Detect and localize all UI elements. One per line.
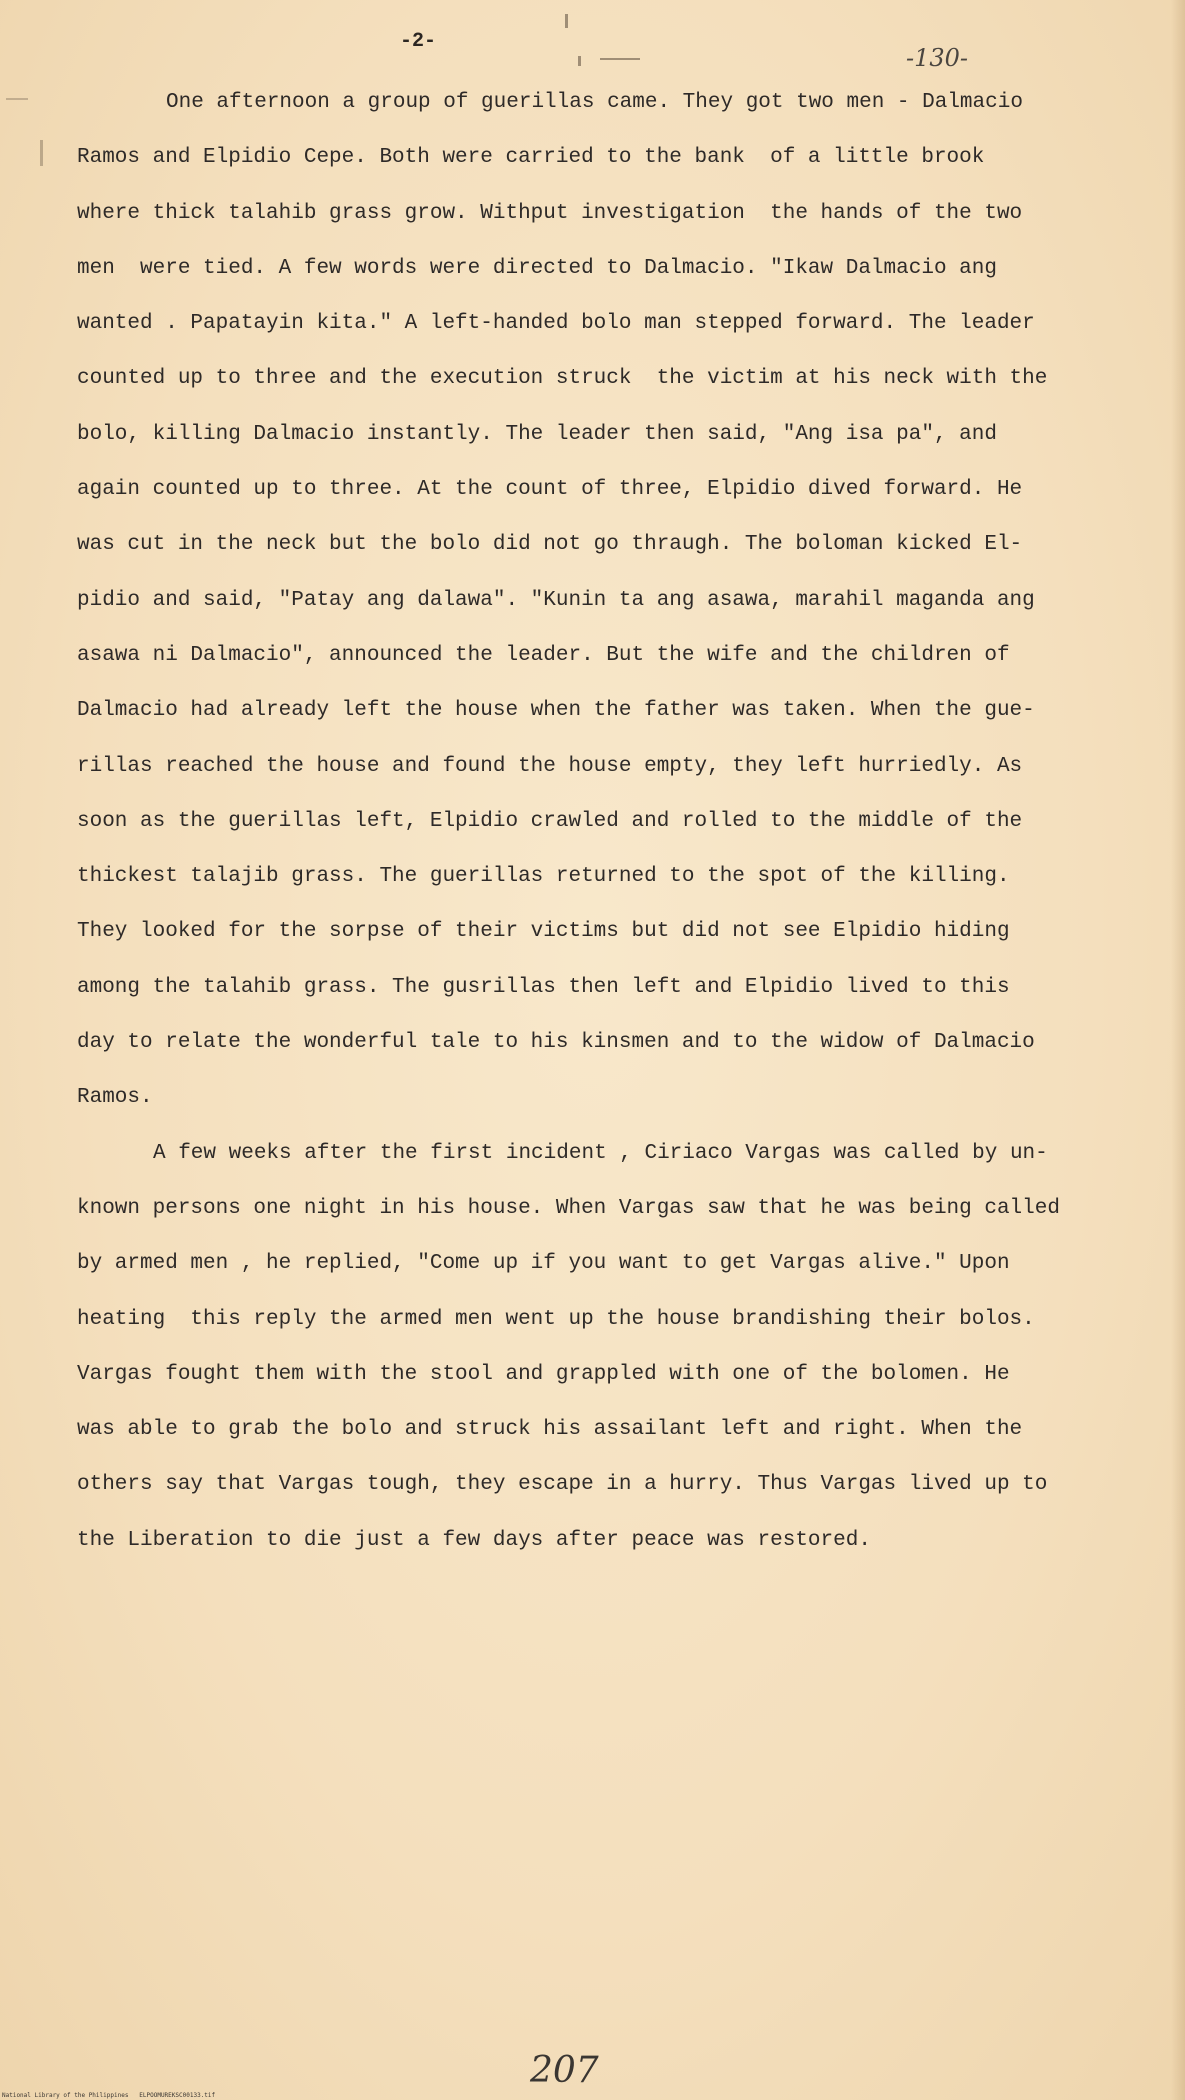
page-number: -2- <box>400 30 437 53</box>
text-line: others say that Vargas tough, they escape in a hurry. Thus Vargas lived up to <box>77 1473 1048 1497</box>
text-line: asawa ni Dalmacio", announced the leader. But the wife and the children of <box>77 643 1010 667</box>
folio-number: 207 <box>530 2050 599 2091</box>
ink-mark <box>578 56 581 66</box>
ink-mark <box>6 98 28 100</box>
text-line: soon as the guerillas left, Elpidio crawled and rolled to the middle of the <box>77 809 1023 833</box>
text-line: heating this reply the armed men went up the house brandishing their bolos. <box>77 1307 1035 1331</box>
text-line: thickest talajib grass. The guerillas returned to the spot of the killing. <box>77 865 1010 889</box>
text-line: counted up to three and the execution struck the victim at his neck with the <box>77 367 1048 391</box>
archive-number: -130- <box>906 44 969 72</box>
text-line: Ramos. <box>77 1086 153 1110</box>
text-line: bolo, killing Dalmacio instantly. The leader then said, "Ang isa pa", and <box>77 422 997 446</box>
text-line: Dalmacio had already left the house when the father was taken. When the gue- <box>77 699 1035 723</box>
text-line: among the talahib grass. The gusrillas then left and Elpidio lived to this <box>77 975 1010 999</box>
ink-mark <box>600 58 640 60</box>
text-line: the Liberation to die just a few days after peace was restored. <box>77 1528 871 1552</box>
text-line: day to relate the wonderful tale to his kinsmen and to the widow of Dalmacio <box>77 1031 1035 1055</box>
text-line: Ramos and Elpidio Cepe. Both were carried to the bank of a little brook <box>77 146 985 170</box>
text-line: One afternoon a group of guerillas came. They got two men - Dalmacio <box>166 91 1023 114</box>
text-line: was cut in the neck but the bolo did not go thraugh. The boloman kicked El- <box>77 533 1023 557</box>
page-edge-shadow <box>1171 0 1185 2100</box>
text-line: wanted . Papatayin kita." A left-handed bolo man stepped forward. The leader <box>77 312 1035 336</box>
text-line: They looked for the sorpse of their victims but did not see Elpidio hiding <box>77 920 1010 944</box>
paragraph <box>77 86 1157 1137</box>
ink-mark <box>40 140 43 166</box>
body-text <box>77 86 1157 1579</box>
text-line: Vargas fought them with the stool and grappled with one of the bolomen. He <box>77 1362 1010 1386</box>
text-line: A few weeks after the first incident , Ciriaco Vargas was called by un- <box>153 1141 1048 1165</box>
paragraph <box>77 1137 1157 1579</box>
text-line: known persons one night in his house. When Vargas saw that he was being called <box>77 1196 1060 1220</box>
archive-credit: National Library of the Philippines ELPOOMUREKSC00133.tif <box>2 2092 216 2099</box>
text-line: pidio and said, "Patay ang dalawa". "Kunin ta ang asawa, marahil maganda ang <box>77 588 1035 612</box>
text-line: men were tied. A few words were directed to Dalmacio. "Ikaw Dalmacio ang <box>77 256 997 280</box>
text-line: rillas reached the house and found the house empty, they left hurriedly. As <box>77 754 1023 778</box>
text-line: where thick talahib grass grow. Withput investigation the hands of the two <box>77 201 1023 225</box>
text-line: by armed men , he replied, "Come up if you want to get Vargas alive." Upon <box>77 1252 1010 1276</box>
text-line: was able to grab the bolo and struck his assailant left and right. When the <box>77 1418 1023 1442</box>
text-line: again counted up to three. At the count of three, Elpidio dived forward. He <box>77 478 1023 502</box>
ink-mark <box>565 14 568 28</box>
